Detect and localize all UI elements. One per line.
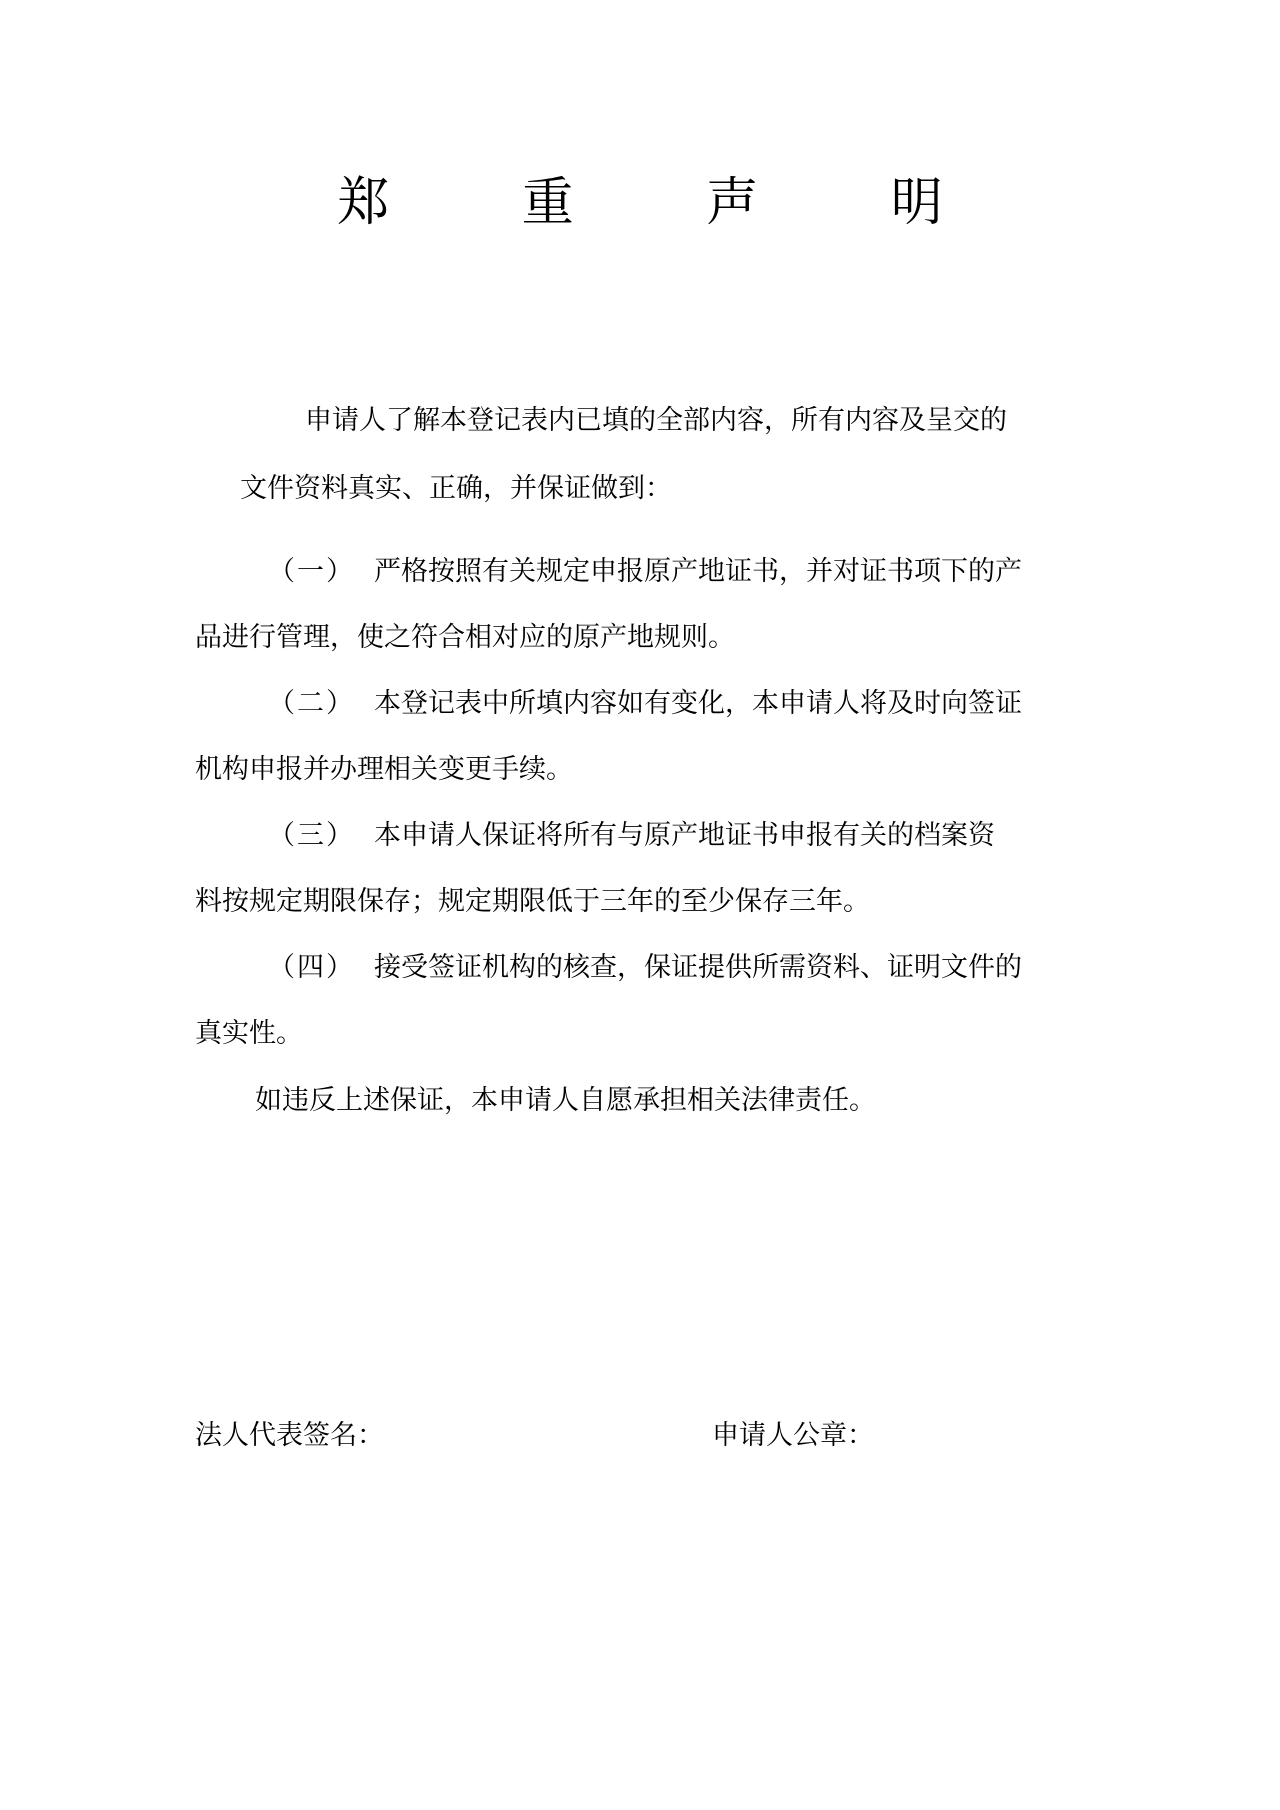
item-text: 本登记表中所填内容如有变化，本申请人将及时向签证	[374, 688, 1022, 719]
page-title: 郑 重 声 明	[337, 173, 1001, 233]
list-item-1-continuation: 品进行管理，使之符合相对应的原产地规则。	[195, 622, 735, 653]
item-text: 接受签证机构的核查，保证提供所需资料、证明文件的	[374, 952, 1022, 983]
item-number: （四）	[268, 952, 355, 983]
list-item-1	[268, 554, 1022, 590]
list-item-3-continuation: 料按规定期限保存；规定期限低于三年的至少保存三年。	[195, 886, 870, 917]
applicant-seal-label: 申请人公章：	[712, 1420, 874, 1451]
closing-statement: 如违反上述保证，本申请人自愿承担相关法律责任。	[255, 1085, 876, 1116]
item-number: （三）	[268, 820, 355, 851]
intro-line-1: 申请人了解本登记表内已填的全部内容，所有内容及呈交的	[305, 405, 1007, 436]
list-item-2	[268, 686, 1022, 722]
list-item-3	[268, 818, 995, 854]
item-number: （二）	[268, 688, 355, 719]
list-item-4-continuation: 真实性。	[195, 1018, 303, 1049]
list-item-2-continuation: 机构申报并办理相关变更手续。	[195, 754, 573, 785]
list-item-4	[268, 950, 1022, 986]
item-number: （一）	[268, 556, 355, 587]
item-text: 严格按照有关规定申报原产地证书，并对证书项下的产	[374, 556, 1022, 587]
intro-line-2: 文件资料真实、正确，并保证做到：	[240, 473, 672, 504]
legal-representative-signature-label: 法人代表签名：	[195, 1420, 384, 1451]
item-text: 本申请人保证将所有与原产地证书申报有关的档案资	[374, 820, 995, 851]
